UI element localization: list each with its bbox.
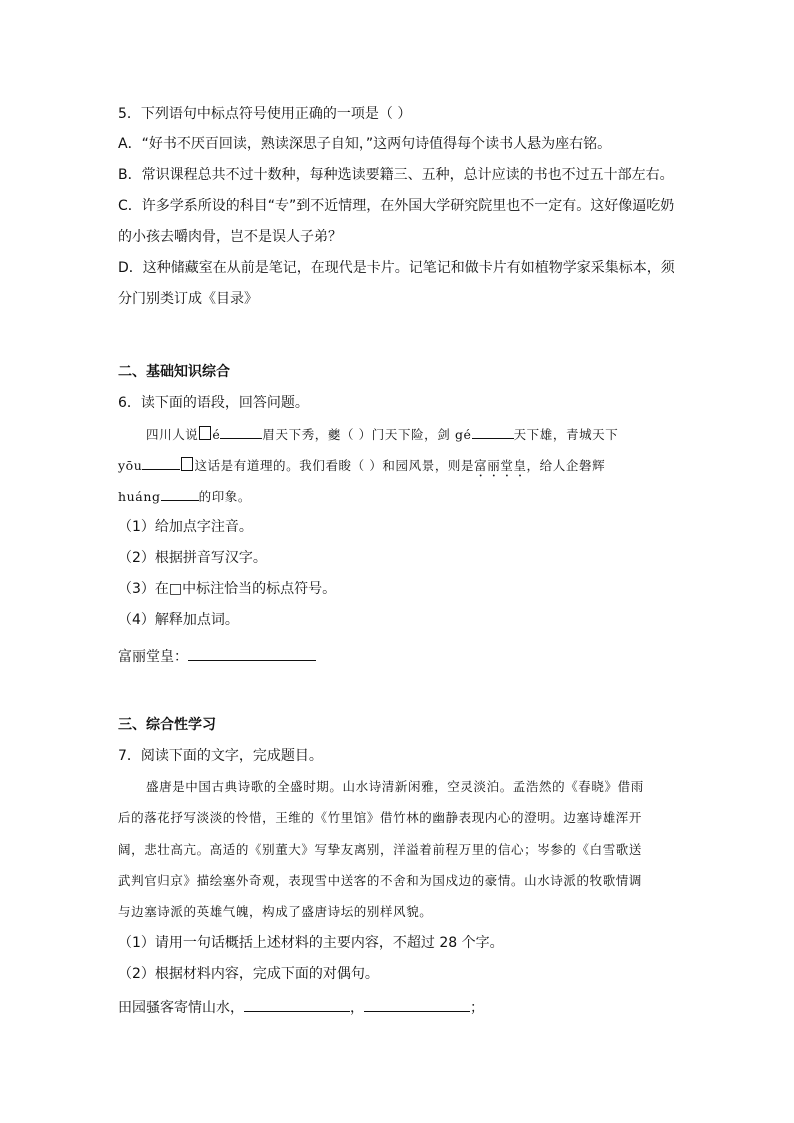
pinyin-text: é [212,427,221,442]
section-2-heading: 二、基础知识综合 [118,364,230,380]
dotted-phrase: 富丽堂皇 [474,458,527,473]
answer-label: 富丽堂皇： [118,649,188,665]
q6-answer-row [118,646,316,667]
q6-passage-line3 [118,486,251,507]
q5-stem: 5．下列语句中标点符号使用正确的一项是（ ） [118,106,412,122]
q7-sub1: （1）请用一句话概括上述材料的主要内容，不超过 28 个字。 [118,935,504,951]
q6-sub2: （2）根据拼音写汉字。 [118,550,267,566]
q6-sub4: （4）解释加点词。 [118,612,239,628]
q7-passage-line5: 与边塞诗派的英雄气魄，构成了盛唐诗坛的别样风貌。 [118,904,433,919]
q5-option-d-line1: D．这种储藏室在从前是笔记，在现代是卡片。记笔记和做卡片有如植物学家采集标本，须 [118,260,675,276]
q7-sub2: （2）根据材料内容，完成下面的对偶句。 [118,966,379,982]
q6-passage-line1 [146,424,618,445]
q7-passage-line4: 武判官归京》描绘塞外奇观，表现雪中送客的不舍和为国戍边的豪情。山水诗派的牧歌情调 [118,873,643,888]
comma: ， [350,1000,364,1016]
q6-passage-line2 [118,455,605,480]
q5-option-b: B．常识课程总共不过十数种，每种选读要籍三、五种，总计应读的书也不过五十部左右。 [118,167,674,183]
answer-blank[interactable] [188,646,316,661]
q5-option-c-line1: C．许多学系所设的科目“专”到不近情理，在外国大学研究院里也不一定有。这好像逼吃奶 [118,198,675,214]
q7-stem: 7．阅读下面的文字，完成题目。 [118,748,323,764]
pinyin-text: huáng [118,489,161,504]
q5-option-d-line2: 分门别类订成《目录》 [118,291,258,307]
passage-text: 辉 [592,458,606,473]
q7-passage-line1: 盛唐是中国古典诗歌的全盛时期。山水诗清新闲雅，空灵淡泊。孟浩然的《春晓》借雨 [146,779,644,794]
section-3-heading: 三、综合性学习 [118,717,216,733]
answer-blank[interactable] [220,424,262,439]
q5-option-c-line2: 的小孩去嚼肉骨，岂不是误人子弟？ [118,229,342,245]
couplet-label: 田园骚客寄情山水， [118,1000,244,1016]
q7-passage-line3: 阔，悲壮高亢。高适的《别董大》写挚友离别，洋溢着前程万里的信心；岑参的《白雪歌送 [118,842,643,857]
punctuation-box [181,457,193,471]
answer-blank[interactable] [472,424,514,439]
q7-couplet-row [118,997,484,1018]
answer-blank[interactable] [142,455,180,470]
passage-text: 的印象。 [198,489,252,504]
q6-stem: 6．读下面的语段，回答问题。 [118,395,309,411]
passage-text: 眉天下秀，夔（ ）门天下险，剑 gé [262,427,472,442]
passage-text: 四川人说 [146,427,199,442]
punctuation-box [199,426,211,440]
answer-blank[interactable] [161,486,199,501]
q6-sub1: （1）给加点字注音。 [118,519,253,535]
q5-option-a: A．“好书不厌百回读，熟读深思子自知，”这两句诗值得每个读书人悬为座右铭。 [118,136,612,152]
pinyin-text: yōu [118,458,143,473]
passage-text: 天下雄，青城天下 [513,427,619,442]
answer-blank[interactable] [244,997,350,1012]
semicolon: ； [470,1000,484,1016]
answer-blank[interactable] [364,997,470,1012]
q7-passage-line2: 后的落花抒写淡淡的怜惜，王维的《竹里馆》借竹林的幽静表现内心的澄明。边塞诗雄浑开 [118,810,643,825]
passage-text: 这话是有道理的。我们看睃（ ）和园风景，则是 [194,458,475,473]
passage-text: ，给人企磐 [526,458,593,473]
q6-sub3: （3）在□中标注恰当的标点符号。 [118,581,337,597]
